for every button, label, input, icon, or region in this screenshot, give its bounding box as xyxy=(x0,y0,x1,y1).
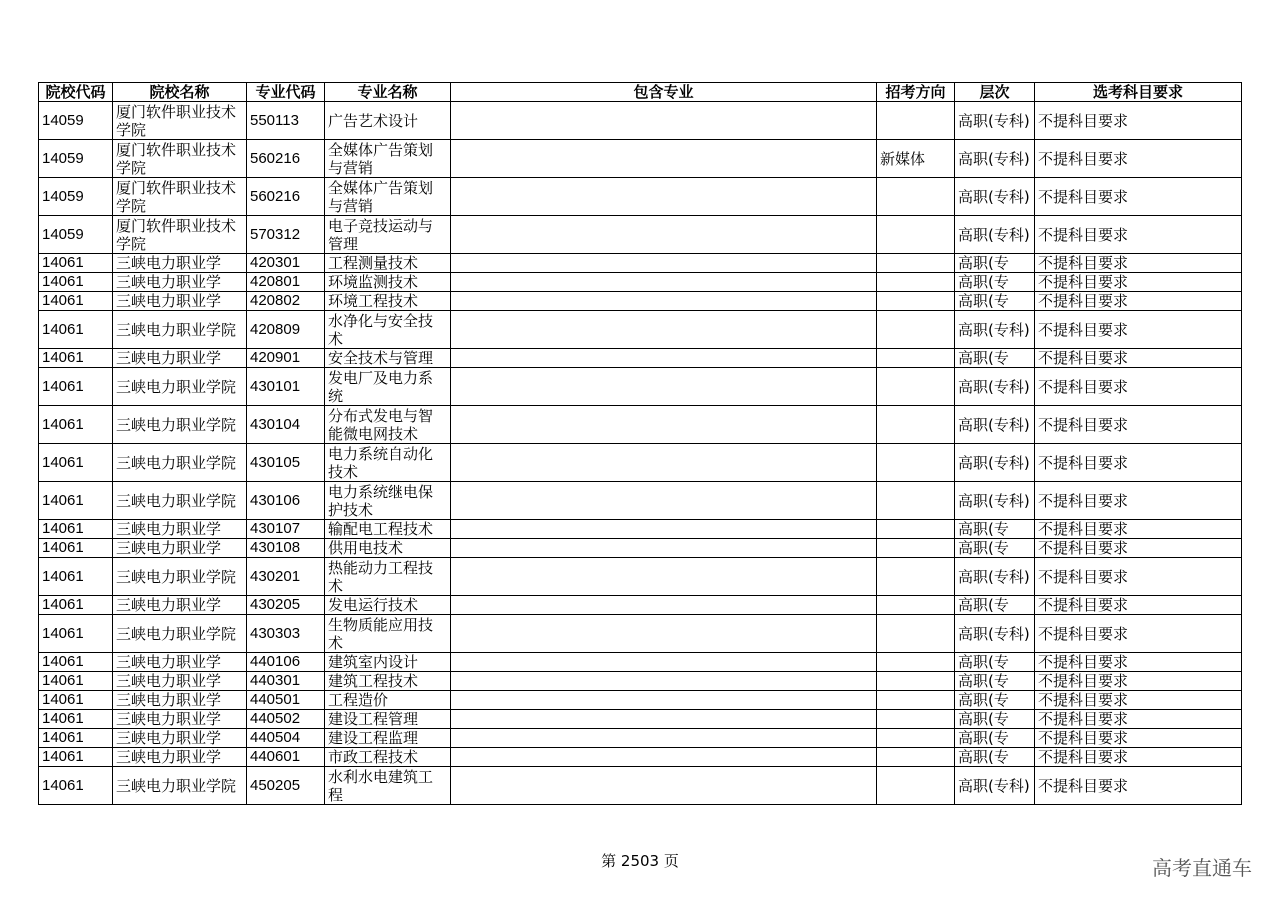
cell-level: 高职(专科) xyxy=(955,558,1035,596)
cell-school-code: 14059 xyxy=(39,216,113,254)
cell-major-code: 440502 xyxy=(247,710,325,729)
cell-requirement: 不提科目要求 xyxy=(1035,140,1242,178)
cell-included-majors xyxy=(451,444,877,482)
cell-requirement: 不提科目要求 xyxy=(1035,672,1242,691)
cell-level: 高职(专科) xyxy=(955,482,1035,520)
cell-requirement: 不提科目要求 xyxy=(1035,216,1242,254)
table-row xyxy=(39,292,1242,311)
cell-direction xyxy=(877,615,955,653)
cell-requirement: 不提科目要求 xyxy=(1035,482,1242,520)
cell-included-majors xyxy=(451,691,877,710)
cell-major-code: 430205 xyxy=(247,596,325,615)
table-row xyxy=(39,140,1242,178)
cell-school-name: 三峡电力职业学 xyxy=(113,520,247,539)
cell-school-code: 14061 xyxy=(39,596,113,615)
cell-direction xyxy=(877,406,955,444)
cell-major-code: 450205 xyxy=(247,767,325,805)
cell-included-majors xyxy=(451,311,877,349)
cell-school-name: 三峡电力职业学院 xyxy=(113,558,247,596)
cell-requirement: 不提科目要求 xyxy=(1035,254,1242,273)
table-row xyxy=(39,368,1242,406)
cell-major-name: 电力系统继电保护技术 xyxy=(325,482,451,520)
cell-school-code: 14061 xyxy=(39,444,113,482)
cell-major-code: 430303 xyxy=(247,615,325,653)
cell-direction xyxy=(877,767,955,805)
cell-school-code: 14061 xyxy=(39,767,113,805)
cell-school-name: 三峡电力职业学 xyxy=(113,653,247,672)
cell-major-code: 560216 xyxy=(247,140,325,178)
cell-school-code: 14061 xyxy=(39,748,113,767)
table-row xyxy=(39,691,1242,710)
cell-level: 高职(专科) xyxy=(955,368,1035,406)
cell-level: 高职(专 xyxy=(955,539,1035,558)
cell-school-code: 14061 xyxy=(39,311,113,349)
cell-direction xyxy=(877,539,955,558)
cell-major-code: 430201 xyxy=(247,558,325,596)
cell-included-majors xyxy=(451,710,877,729)
cell-major-code: 420801 xyxy=(247,273,325,292)
cell-included-majors xyxy=(451,558,877,596)
cell-school-code: 14059 xyxy=(39,178,113,216)
cell-school-name: 厦门软件职业技术学院 xyxy=(113,216,247,254)
cell-direction xyxy=(877,349,955,368)
cell-level: 高职(专 xyxy=(955,596,1035,615)
table-row xyxy=(39,178,1242,216)
cell-school-code: 14061 xyxy=(39,710,113,729)
header-included-majors: 包含专业 xyxy=(451,83,877,102)
cell-school-code: 14061 xyxy=(39,729,113,748)
cell-requirement: 不提科目要求 xyxy=(1035,178,1242,216)
cell-school-code: 14061 xyxy=(39,558,113,596)
cell-major-name: 建设工程监理 xyxy=(325,729,451,748)
cell-level: 高职(专科) xyxy=(955,406,1035,444)
table-row xyxy=(39,596,1242,615)
header-school-name: 院校名称 xyxy=(113,83,247,102)
cell-school-name: 厦门软件职业技术学院 xyxy=(113,178,247,216)
cell-requirement: 不提科目要求 xyxy=(1035,539,1242,558)
cell-level: 高职(专科) xyxy=(955,102,1035,140)
header-major-name: 专业名称 xyxy=(325,83,451,102)
cell-requirement: 不提科目要求 xyxy=(1035,691,1242,710)
cell-requirement: 不提科目要求 xyxy=(1035,368,1242,406)
cell-major-name: 输配电工程技术 xyxy=(325,520,451,539)
cell-requirement: 不提科目要求 xyxy=(1035,292,1242,311)
cell-major-name: 工程测量技术 xyxy=(325,254,451,273)
cell-level: 高职(专 xyxy=(955,748,1035,767)
cell-major-code: 440504 xyxy=(247,729,325,748)
cell-level: 高职(专 xyxy=(955,292,1035,311)
cell-major-name: 工程造价 xyxy=(325,691,451,710)
cell-included-majors xyxy=(451,140,877,178)
cell-included-majors xyxy=(451,729,877,748)
cell-major-code: 440501 xyxy=(247,691,325,710)
cell-requirement: 不提科目要求 xyxy=(1035,710,1242,729)
cell-major-name: 环境工程技术 xyxy=(325,292,451,311)
cell-major-code: 420301 xyxy=(247,254,325,273)
table-row xyxy=(39,482,1242,520)
cell-major-name: 水利水电建筑工程 xyxy=(325,767,451,805)
cell-requirement: 不提科目要求 xyxy=(1035,596,1242,615)
table-row xyxy=(39,102,1242,140)
cell-direction xyxy=(877,444,955,482)
cell-major-name: 电力系统自动化技术 xyxy=(325,444,451,482)
cell-direction xyxy=(877,102,955,140)
cell-requirement: 不提科目要求 xyxy=(1035,653,1242,672)
cell-requirement: 不提科目要求 xyxy=(1035,767,1242,805)
cell-major-name: 全媒体广告策划与营销 xyxy=(325,140,451,178)
cell-major-name: 建筑工程技术 xyxy=(325,672,451,691)
cell-included-majors xyxy=(451,672,877,691)
cell-direction xyxy=(877,254,955,273)
cell-included-majors xyxy=(451,596,877,615)
cell-requirement: 不提科目要求 xyxy=(1035,729,1242,748)
cell-level: 高职(专科) xyxy=(955,615,1035,653)
cell-direction xyxy=(877,482,955,520)
cell-included-majors xyxy=(451,406,877,444)
cell-school-name: 三峡电力职业学院 xyxy=(113,311,247,349)
cell-major-code: 430101 xyxy=(247,368,325,406)
cell-school-code: 14061 xyxy=(39,349,113,368)
cell-school-code: 14061 xyxy=(39,539,113,558)
cell-major-code: 420901 xyxy=(247,349,325,368)
cell-level: 高职(专 xyxy=(955,710,1035,729)
cell-major-name: 供用电技术 xyxy=(325,539,451,558)
cell-direction xyxy=(877,672,955,691)
cell-school-code: 14061 xyxy=(39,482,113,520)
cell-included-majors xyxy=(451,292,877,311)
table-body xyxy=(39,102,1242,805)
cell-major-name: 热能动力工程技术 xyxy=(325,558,451,596)
cell-direction xyxy=(877,520,955,539)
table-row xyxy=(39,349,1242,368)
cell-major-code: 430108 xyxy=(247,539,325,558)
cell-direction xyxy=(877,710,955,729)
cell-major-name: 发电厂及电力系统 xyxy=(325,368,451,406)
cell-school-code: 14059 xyxy=(39,140,113,178)
cell-included-majors xyxy=(451,539,877,558)
cell-major-code: 430104 xyxy=(247,406,325,444)
cell-level: 高职(专 xyxy=(955,691,1035,710)
cell-school-code: 14061 xyxy=(39,615,113,653)
header-direction: 招考方向 xyxy=(877,83,955,102)
cell-direction xyxy=(877,216,955,254)
cell-requirement: 不提科目要求 xyxy=(1035,444,1242,482)
cell-school-name: 三峡电力职业学 xyxy=(113,292,247,311)
cell-direction xyxy=(877,273,955,292)
cell-major-code: 560216 xyxy=(247,178,325,216)
table-row xyxy=(39,520,1242,539)
table-row xyxy=(39,216,1242,254)
table-row xyxy=(39,444,1242,482)
cell-school-name: 三峡电力职业学 xyxy=(113,539,247,558)
header-school-code: 院校代码 xyxy=(39,83,113,102)
cell-school-name: 三峡电力职业学院 xyxy=(113,482,247,520)
table-row xyxy=(39,539,1242,558)
cell-included-majors xyxy=(451,520,877,539)
header-level: 层次 xyxy=(955,83,1035,102)
cell-direction xyxy=(877,729,955,748)
admissions-table xyxy=(38,82,1242,805)
cell-direction xyxy=(877,653,955,672)
table-row xyxy=(39,767,1242,805)
cell-major-name: 水净化与安全技术 xyxy=(325,311,451,349)
table-row xyxy=(39,273,1242,292)
cell-school-code: 14061 xyxy=(39,254,113,273)
cell-direction xyxy=(877,558,955,596)
cell-included-majors xyxy=(451,748,877,767)
cell-major-name: 建筑室内设计 xyxy=(325,653,451,672)
cell-school-name: 三峡电力职业学 xyxy=(113,691,247,710)
header-major-code: 专业代码 xyxy=(247,83,325,102)
cell-requirement: 不提科目要求 xyxy=(1035,273,1242,292)
table-row xyxy=(39,406,1242,444)
cell-level: 高职(专科) xyxy=(955,216,1035,254)
cell-school-name: 三峡电力职业学院 xyxy=(113,406,247,444)
cell-school-name: 三峡电力职业学 xyxy=(113,748,247,767)
cell-included-majors xyxy=(451,102,877,140)
cell-major-name: 全媒体广告策划与营销 xyxy=(325,178,451,216)
cell-level: 高职(专科) xyxy=(955,140,1035,178)
cell-direction xyxy=(877,368,955,406)
cell-school-name: 三峡电力职业学 xyxy=(113,729,247,748)
cell-major-name: 分布式发电与智能微电网技术 xyxy=(325,406,451,444)
cell-major-code: 550113 xyxy=(247,102,325,140)
cell-major-name: 建设工程管理 xyxy=(325,710,451,729)
cell-requirement: 不提科目要求 xyxy=(1035,349,1242,368)
cell-included-majors xyxy=(451,615,877,653)
cell-level: 高职(专 xyxy=(955,520,1035,539)
cell-major-name: 发电运行技术 xyxy=(325,596,451,615)
cell-direction xyxy=(877,748,955,767)
cell-level: 高职(专 xyxy=(955,254,1035,273)
cell-school-name: 三峡电力职业学 xyxy=(113,349,247,368)
table-row xyxy=(39,672,1242,691)
cell-school-name: 三峡电力职业学院 xyxy=(113,444,247,482)
cell-requirement: 不提科目要求 xyxy=(1035,615,1242,653)
table-row xyxy=(39,653,1242,672)
cell-school-code: 14061 xyxy=(39,653,113,672)
cell-major-code: 430105 xyxy=(247,444,325,482)
table-row xyxy=(39,311,1242,349)
cell-requirement: 不提科目要求 xyxy=(1035,748,1242,767)
cell-level: 高职(专 xyxy=(955,653,1035,672)
cell-school-code: 14061 xyxy=(39,691,113,710)
cell-direction xyxy=(877,311,955,349)
table-row xyxy=(39,729,1242,748)
cell-included-majors xyxy=(451,216,877,254)
cell-direction: 新媒体 xyxy=(877,140,955,178)
cell-major-code: 430106 xyxy=(247,482,325,520)
cell-requirement: 不提科目要求 xyxy=(1035,558,1242,596)
cell-included-majors xyxy=(451,368,877,406)
cell-included-majors xyxy=(451,349,877,368)
cell-major-name: 广告艺术设计 xyxy=(325,102,451,140)
cell-major-code: 420809 xyxy=(247,311,325,349)
cell-school-code: 14061 xyxy=(39,406,113,444)
cell-school-name: 三峡电力职业学院 xyxy=(113,368,247,406)
watermark-logo-text: 高考直通车 xyxy=(1152,856,1252,880)
cell-school-name: 三峡电力职业学院 xyxy=(113,767,247,805)
cell-level: 高职(专科) xyxy=(955,178,1035,216)
cell-major-code: 440601 xyxy=(247,748,325,767)
cell-major-code: 440106 xyxy=(247,653,325,672)
cell-included-majors xyxy=(451,482,877,520)
cell-included-majors xyxy=(451,273,877,292)
cell-school-code: 14059 xyxy=(39,102,113,140)
table-row xyxy=(39,254,1242,273)
cell-school-name: 三峡电力职业学 xyxy=(113,254,247,273)
cell-level: 高职(专科) xyxy=(955,311,1035,349)
cell-school-name: 三峡电力职业学院 xyxy=(113,615,247,653)
header-row xyxy=(39,83,1242,102)
cell-major-code: 570312 xyxy=(247,216,325,254)
page-number: 第 2503 页 xyxy=(601,852,679,870)
cell-major-name: 市政工程技术 xyxy=(325,748,451,767)
cell-major-name: 环境监测技术 xyxy=(325,273,451,292)
table-row xyxy=(39,748,1242,767)
cell-level: 高职(专 xyxy=(955,273,1035,292)
cell-requirement: 不提科目要求 xyxy=(1035,102,1242,140)
cell-school-name: 三峡电力职业学 xyxy=(113,273,247,292)
cell-major-code: 430107 xyxy=(247,520,325,539)
cell-level: 高职(专 xyxy=(955,672,1035,691)
cell-included-majors xyxy=(451,653,877,672)
cell-direction xyxy=(877,178,955,216)
cell-level: 高职(专 xyxy=(955,729,1035,748)
cell-included-majors xyxy=(451,254,877,273)
cell-school-code: 14061 xyxy=(39,292,113,311)
cell-school-name: 三峡电力职业学 xyxy=(113,596,247,615)
cell-school-name: 厦门软件职业技术学院 xyxy=(113,102,247,140)
cell-school-code: 14061 xyxy=(39,672,113,691)
cell-direction xyxy=(877,596,955,615)
cell-level: 高职(专 xyxy=(955,349,1035,368)
cell-major-name: 安全技术与管理 xyxy=(325,349,451,368)
table-row xyxy=(39,710,1242,729)
cell-requirement: 不提科目要求 xyxy=(1035,311,1242,349)
cell-school-code: 14061 xyxy=(39,273,113,292)
cell-requirement: 不提科目要求 xyxy=(1035,406,1242,444)
cell-included-majors xyxy=(451,767,877,805)
header-requirement: 选考科目要求 xyxy=(1035,83,1242,102)
cell-school-name: 厦门软件职业技术学院 xyxy=(113,140,247,178)
cell-major-code: 440301 xyxy=(247,672,325,691)
cell-requirement: 不提科目要求 xyxy=(1035,520,1242,539)
cell-level: 高职(专科) xyxy=(955,767,1035,805)
cell-school-name: 三峡电力职业学 xyxy=(113,710,247,729)
table-row xyxy=(39,615,1242,653)
cell-direction xyxy=(877,292,955,311)
cell-school-name: 三峡电力职业学 xyxy=(113,672,247,691)
cell-direction xyxy=(877,691,955,710)
cell-major-name: 生物质能应用技术 xyxy=(325,615,451,653)
cell-school-code: 14061 xyxy=(39,520,113,539)
table-row xyxy=(39,558,1242,596)
cell-major-name: 电子竞技运动与管理 xyxy=(325,216,451,254)
cell-level: 高职(专科) xyxy=(955,444,1035,482)
cell-included-majors xyxy=(451,178,877,216)
cell-school-code: 14061 xyxy=(39,368,113,406)
cell-major-code: 420802 xyxy=(247,292,325,311)
